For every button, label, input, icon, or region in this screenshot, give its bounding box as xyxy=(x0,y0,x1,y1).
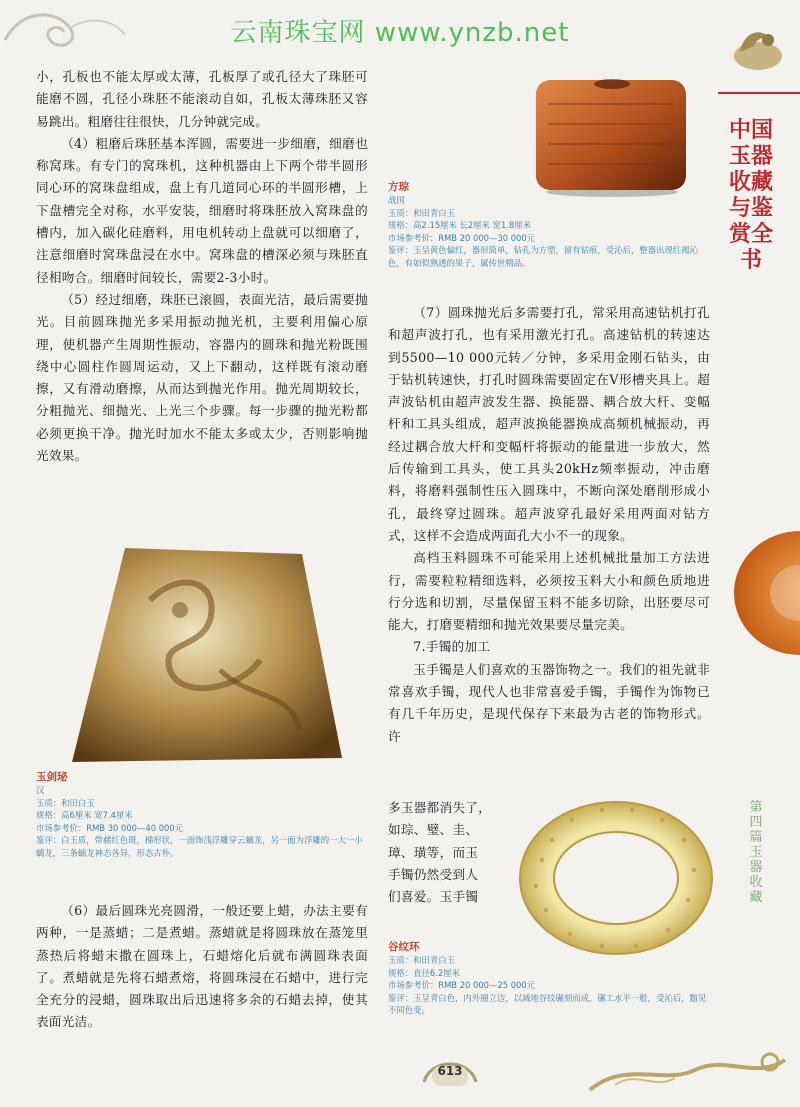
caption-line: 玉质：和田青白玉 xyxy=(388,955,455,965)
wrap-line: 璋、璜等，而玉 xyxy=(388,844,479,860)
caption-line: 市场参考价：RMB 20 000—30 000元 xyxy=(388,232,536,243)
wrap-line: 手镯仍然受到人 xyxy=(388,866,479,882)
wrap-line: 们喜爱。玉手镯 xyxy=(388,889,479,905)
right-column-text xyxy=(388,302,710,748)
page-number: 613 xyxy=(437,1064,463,1078)
caption-line: 鉴评：玉呈青白色，内外圈立边，以减地谷纹碾刻而成，碾工水平一般，受沁后，黯见不同色变。 xyxy=(388,992,707,1015)
section-heading: 7.手镯的加工 xyxy=(413,639,491,655)
paragraph-5: （5）经过细磨，珠胚已滚圆，表面光洁，最后需要抛光。目前圆珠抛光多采用振动抛光机，主要利用偏心原理，使机器产生周期性振动，容器内的圆珠和抛光粉既围绕中心圆柱作圆周运动，又上下翻动，这样既有滚动磨擦，又有滑动磨擦，从而达到抛光作用。抛光周期较长，分粗抛光、细抛光、上光三个步骤。每一步骤的抛光粉都必须更换干净。抛光时加水不能太多或太少，否则影响抛光效果。 xyxy=(36,291,368,464)
bangle-wrap-text xyxy=(388,797,508,908)
caption-title: 方琮 xyxy=(388,181,409,193)
book-title-text: 中国玉器收藏与鉴赏全书 xyxy=(728,118,773,273)
orange-jade-disc-ornament xyxy=(730,528,800,658)
left-column-bottom-text xyxy=(36,900,368,1034)
caption-line: 市场参考价：RMB 20 000—25 000元 xyxy=(388,980,536,990)
caption-line: 汉 xyxy=(36,785,45,795)
caption-line: 规格：高6厘米 宽7.4厘米 xyxy=(36,810,133,820)
grain-pattern-jade-ring-photo xyxy=(512,790,717,960)
caption-line: 鉴评：白玉质，带赭红色斑，梯形状，一面饰浅浮雕穿云螭龙，另一面为浮雕的一大一小螭龙，三条螭龙神态各异，形态古朴。 xyxy=(36,835,363,858)
caption-square-cong xyxy=(388,180,714,269)
paragraph-1: 小，孔板也不能太厚或太薄，孔板厚了或孔径大了珠胚可能磨不圆，孔径小珠胚不能滚动自如，孔板太薄珠胚又容易跳出。粗磨往往很快，几分钟就完成。 xyxy=(36,69,368,129)
book-title-vertical xyxy=(728,118,774,274)
caption-title: 谷纹环 xyxy=(388,941,420,953)
caption-line: 市场参考价：RMB 30 000—40 000元 xyxy=(36,822,184,833)
cloud-scroll-ornament-top-left xyxy=(0,0,130,60)
caption-line: 规格：高2.15厘米 长2厘米 宽1.8厘米 xyxy=(388,220,532,230)
section-label-vertical xyxy=(744,800,768,905)
caption-line: 鉴评：玉呈黄色偏红，器形简单，钻孔为方型，留有钻痕，受沁后，整器出现红褐沁色，有如似熟透的果子，属传世精品。 xyxy=(388,245,698,268)
wrap-line: 如琮、璧、圭、 xyxy=(388,822,479,838)
caption-line: 玉质：和田白玉 xyxy=(36,797,95,808)
caption-line: 战国 xyxy=(388,195,405,205)
caption-jade-sword-fitting xyxy=(36,770,366,859)
wrap-line: 多玉器都消失了， xyxy=(388,800,492,815)
paragraph-4: （4）粗磨后珠胚基本浑圆，需要进一步细磨，细磨也称窝珠。有专门的窝珠机，这种机器由上下两个带半圆形同心环的窝珠盘组成，盘上有几道同心环的半圆形槽，上下盘槽完全对称，水平安装，细磨时将珠胚放入窝珠盘的槽内，加入碳化硅磨料，用电机转动上盘就可以细磨了，注意细磨时窝珠盘浸在水中。窝珠盘的槽深必须与珠胚直径相吻合。细磨时间较长，需要2-3小时。 xyxy=(36,135,368,285)
paragraph-bangle: 玉手镯是人们喜欢的玉器饰物之一。我们的祖先就非常喜欢手镯，现代人也非常喜爱手镯，手镯作为饰物已有几千年历史，是现代保存下来最为古老的饰物形式。许 xyxy=(388,661,710,744)
caption-line: 规格：直径6.2厘米 xyxy=(388,967,460,978)
sidebar-header-rule xyxy=(718,92,800,112)
paragraph-7: （7）圆珠抛光后多需要打孔，常采用高速钻机打孔和超声波打孔，也有采用激光打孔。高速钻机的转速达到5500—10 000元转／分钟，多采用金刚石钻头，由于钻机转速快，打孔时圆珠需要固定在V形槽夹具上。超声波钻机由超声波发生器、换能器、耦合放大杆、变幅杆和工具头组成，超声波换能器换成高频机械振动，再经过耦合放大杆和变幅杆将振动的能量进一步放大，然后传输到工具头，使工具头20kHz频率振动，冲击磨料，将磨料强制性压入圆珠中，不断向深处磨削形成小孔，最终穿过圆珠。超声波穿孔最好采用两面对钻方式，这样不会造成两面孔大小不一的现象。 xyxy=(388,305,710,543)
section-label-text: 第四篇 玉器收藏 xyxy=(749,800,763,905)
left-column-text xyxy=(36,66,368,467)
watermark-text: 云南珠宝网 www.ynzb.net xyxy=(230,18,570,48)
caption-grain-ring xyxy=(388,940,714,1017)
caption-title: 玉剑珌 xyxy=(36,771,68,783)
jade-figurine-ornament xyxy=(728,22,786,74)
paragraph-8: 高档玉料圆珠不可能采用上述机械批量加工方法进行，需要粒粒精细选料，必须按玉料大小和颜色质地进行分选和切割，尽量保留玉料不能多切除，出胚要尽可能大，打磨要精细和抛光效果要尽量完美。 xyxy=(388,550,710,633)
dragon-scroll-ornament-bottom xyxy=(585,1040,795,1100)
paragraph-6: （6）最后圆珠光亮圆滑，一般还要上蜡，办法主要有两种，一是蒸蜡；二是煮蜡。蒸蜡就是将圆珠放在蒸笼里蒸热后将蜡末撒在圆珠上，石蜡熔化后就布满圆珠表面了。煮蜡就是先将石蜡煮熔，将圆珠浸在石蜡中，进行完全充分的浸蜡，圆珠取出后迅速将多余的石蜡去掉，使其表面光洁。 xyxy=(36,903,368,1030)
jade-sword-fitting-photo xyxy=(70,540,345,765)
caption-line: 玉质：和田青白玉 xyxy=(388,207,455,218)
